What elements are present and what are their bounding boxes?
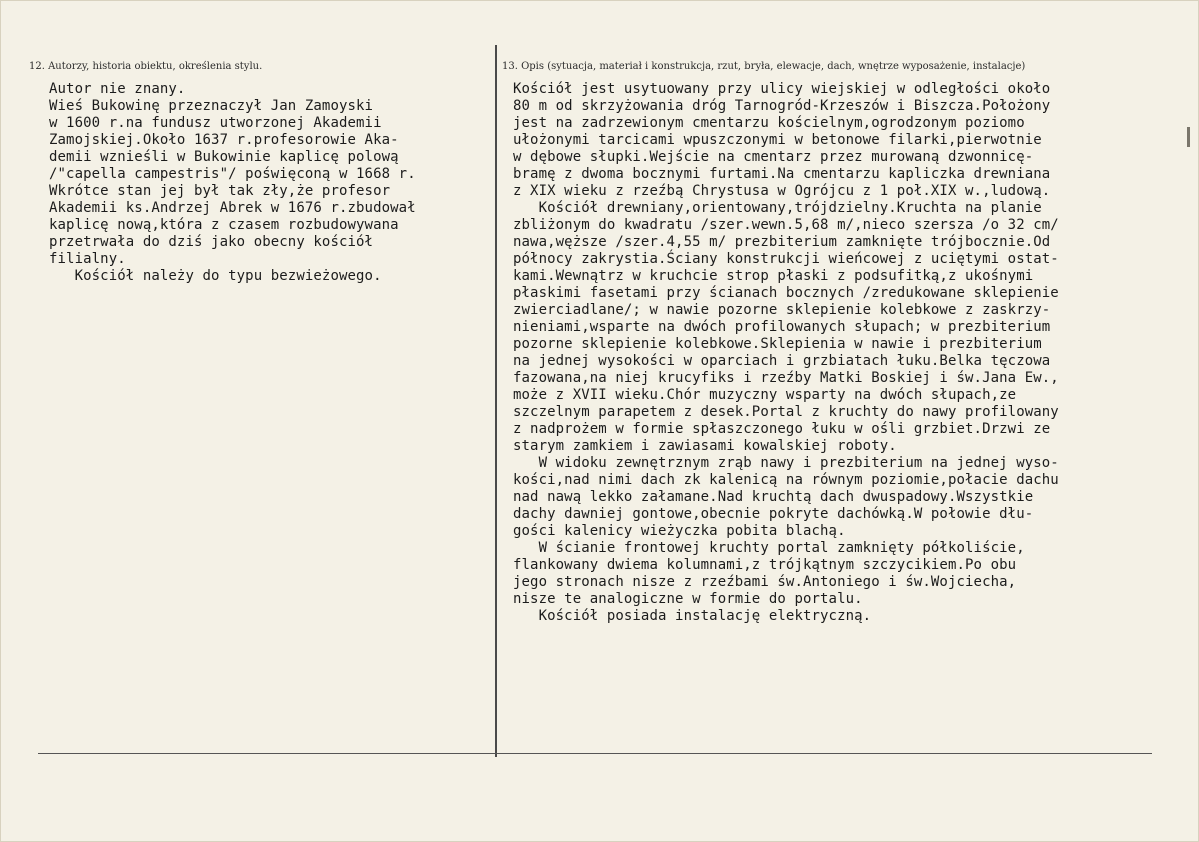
text-line: Wkrótce stan jej był tak zły,że profesor [49, 183, 391, 199]
edge-mark [1187, 127, 1190, 147]
text-line: nad nawą lekko załamane.Nad kruchtą dach dwuspadowy.Wszystkie [513, 489, 1034, 505]
text-line: fazowana,na niej krucyfiks i rzeźby Matki Boskiej i św.Jana Ew., [513, 370, 1059, 386]
text-line: kaplicę nową,która z czasem rozbudowywana [49, 217, 399, 233]
text-line: Kościół jest usytuowany przy ulicy wiejskiej w odległości około [513, 81, 1051, 97]
text-line: w 1600 r.na fundusz utworzonej Akademii [49, 115, 382, 131]
text-line: Kościół drewniany,orientowany,trójdzielny.Kruchta na planie [513, 200, 1042, 216]
text-line: przetrwała do dziś jako obecny kościół [49, 234, 374, 250]
authors-history-text [49, 81, 416, 285]
text-line: w dębowe słupki.Wejście na cmentarz przez murowaną dzwonnicę- [513, 149, 1034, 165]
text-line: dachy dawniej gontowe,obecnie pokryte dachówką.W połowie dłu- [513, 506, 1034, 522]
text-line: Kościół posiada instalację elektryczną. [513, 608, 872, 624]
text-line: północy zakrystia.Ściany konstrukcji wieńcowej z uciętymi ostat- [513, 251, 1059, 267]
text-line: pozorne sklepienie kolebkowe.Sklepienia w nawie i prezbiterium [513, 336, 1042, 352]
text-line: /"capella campestris"/ poświęconą w 1668 r. [49, 166, 416, 182]
text-line: Wieś Bukowinę przeznaczył Jan Zamoyski [49, 98, 374, 114]
column-divider [495, 45, 497, 757]
text-line: na jednej wysokości w oparciach i grzbiatach łuku.Belka tęczowa [513, 353, 1051, 369]
text-line: Zamojskiej.Około 1637 r.profesorowie Aka- [49, 132, 399, 148]
text-line: płaskimi fasetami przy ścianach bocznych /zredukowane sklepienie [513, 285, 1059, 301]
text-line: z nadprożem w formie spłaszczonego łuku w ośli grzbiet.Drzwi ze [513, 421, 1051, 437]
text-line: bramę z dwoma bocznymi furtami.Na cmentarzu kapliczka drewniana [513, 166, 1051, 182]
text-line: nieniami,wsparte na dwóch profilowanych słupach; w prezbiterium [513, 319, 1051, 335]
text-line: gości kalenicy wieżyczka pobita blachą. [513, 523, 846, 539]
text-line: filialny. [49, 251, 126, 267]
text-line: nawa,węższe /szer.4,55 m/ prezbiterium zamknięte trójbocznie.Od [513, 234, 1051, 250]
text-line: flankowany dwiema kolumnami,z trójkątnym szczycikiem.Po obu [513, 557, 1017, 573]
text-line: Kościół należy do typu bezwieżowego. [49, 268, 382, 284]
text-line: nisze te analogiczne w formie do portalu. [513, 591, 863, 607]
text-line: Autor nie znany. [49, 81, 186, 97]
text-line: demii wznieśli w Bukowinie kaplicę polową [49, 149, 399, 165]
text-line: starym zamkiem i zawiasami kowalskiej roboty. [513, 438, 897, 454]
text-line: kości,nad nimi dach zk kalenicą na równym poziomie,połacie dachu [513, 472, 1059, 488]
text-line: jego stronach nisze z rzeźbami św.Antoniego i św.Wojciecha, [513, 574, 1017, 590]
text-line: może z XVII wieku.Chór muzyczny wsparty na dwóch słupach,ze [513, 387, 1017, 403]
text-line: ułożonymi tarcicami wpuszczonymi w betonowe filarki,pierwotnie [513, 132, 1042, 148]
text-line: W widoku zewnętrznym zrąb nawy i prezbiterium na jednej wyso- [513, 455, 1059, 471]
text-line: W ścianie frontowej kruchty portal zamknięty półkoliście, [513, 540, 1025, 556]
bottom-rule [38, 753, 1152, 754]
text-line: z XIX wieku z rzeźbą Chrystusa w Ogrójcu z 1 poł.XIX w.,ludową. [513, 183, 1051, 199]
section-12-header: 12. Autorzy, historia obiektu, określenia stylu. [29, 61, 263, 72]
text-line: zbliżonym do kwadratu /szer.wewn.5,68 m/,nieco szersza /o 32 cm/ [513, 217, 1059, 233]
section-13-header: 13. Opis (sytuacja, materiał i konstrukcja, rzut, bryła, elewacje, dach, wnętrze wyposażenie, instalacje) [502, 61, 1026, 72]
text-line: szczelnym parapetem z desek.Portal z kruchty do nawy profilowany [513, 404, 1059, 420]
text-line: zwierciadlane/; w nawie pozorne sklepienie kolebkowe z zaskrzy- [513, 302, 1051, 318]
description-text [513, 81, 1059, 625]
text-line: 80 m od skrzyżowania dróg Tarnogród-Krzeszów i Biszcza.Położony [513, 98, 1051, 114]
text-line: jest na zadrzewionym cmentarzu kościelnym,ogrodzonym poziomo [513, 115, 1025, 131]
text-line: Akademii ks.Andrzej Abrek w 1676 r.zbudował [49, 200, 416, 216]
text-line: kami.Wewnątrz w kruchcie strop płaski z podsufitką,z ukośnymi [513, 268, 1034, 284]
